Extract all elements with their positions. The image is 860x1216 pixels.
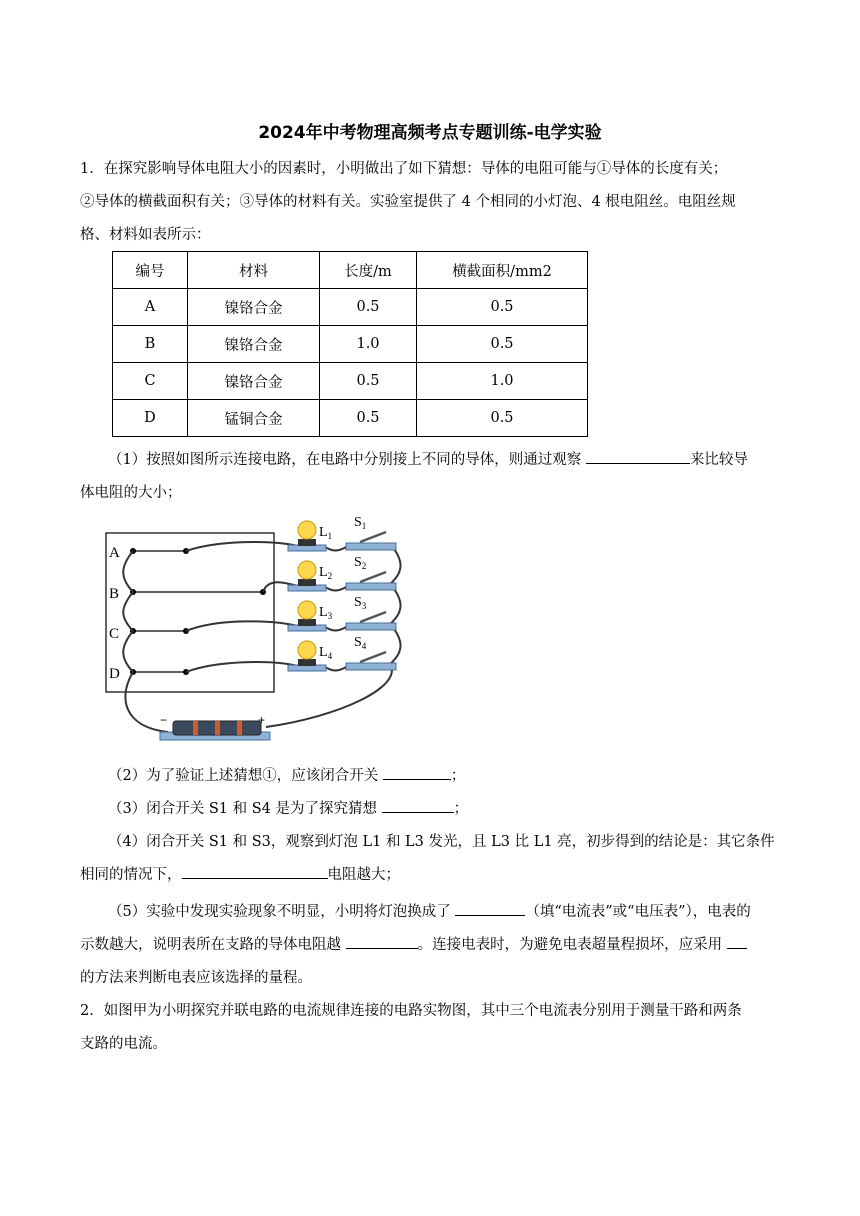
circuit-diagram bbox=[98, 512, 408, 748]
q1-part-1-text: 来比较导 bbox=[689, 452, 748, 468]
table-cell: A bbox=[113, 289, 188, 326]
lamp-label-l1: $L_1$ bbox=[319, 525, 333, 541]
q1-part-1-line-2: 体电阻的大小； bbox=[80, 485, 182, 501]
table-header: 材料 bbox=[188, 252, 320, 289]
switch-s4 bbox=[346, 652, 396, 670]
wire-label-d: D bbox=[109, 666, 120, 682]
table-cell: 0.5 bbox=[417, 326, 588, 363]
table-cell: 1.0 bbox=[417, 363, 588, 400]
connecting-wire bbox=[323, 626, 348, 631]
bulb-icon bbox=[298, 561, 316, 579]
connecting-wire bbox=[186, 621, 298, 631]
table-cell: 0.5 bbox=[320, 289, 417, 326]
q1-part-5-line-3: 的方法来判断电表应该选择的量程。 bbox=[80, 970, 312, 986]
switch-s2 bbox=[346, 572, 396, 590]
table-row bbox=[113, 400, 588, 437]
lamp-label-l3: $L_3$ bbox=[319, 605, 333, 621]
switch-base bbox=[346, 583, 396, 590]
q1-part-4-line-1: （4）闭合开关 S1 和 S3，观察到灯泡 L1 和 L3 发光，且 L3 比 L1 亮，初步得到的结论是：其它条件 bbox=[108, 834, 775, 850]
switch-lever bbox=[360, 572, 386, 582]
table-cell: 镍铬合金 bbox=[188, 289, 320, 326]
table-cell: 锰铜合金 bbox=[188, 400, 320, 437]
switch-base bbox=[346, 663, 396, 670]
switch-base bbox=[346, 623, 396, 630]
battery-pack bbox=[160, 713, 270, 740]
resistance-wire-table bbox=[112, 251, 588, 437]
q1-part-1-text: （1）按照如图所示连接电路，在电路中分别接上不同的导体，则通过观察 bbox=[108, 452, 586, 468]
q1-line-3: 格、材料如表所示： bbox=[80, 227, 211, 243]
lamp-socket bbox=[298, 579, 316, 586]
q1-part-2-text: ； bbox=[450, 768, 466, 784]
connecting-wire bbox=[323, 546, 348, 551]
q1-part-4-text: 相同的情况下， bbox=[80, 867, 182, 883]
q1-part-5-text: 。连接电表时，为避免电表超量程损坏，应采用 bbox=[417, 937, 727, 953]
switch-label-s2: $S_2$ bbox=[354, 555, 367, 571]
battery-band bbox=[215, 721, 220, 735]
q1-part-4-line-2 bbox=[80, 863, 400, 884]
battery-band bbox=[237, 721, 242, 735]
q1-part-2-text: （2）为了验证上述猜想①，应该闭合开关 bbox=[108, 768, 383, 784]
connecting-wire bbox=[123, 631, 133, 672]
answer-blank[interactable] bbox=[455, 901, 525, 916]
table-cell: 1.0 bbox=[320, 326, 417, 363]
connecting-wire bbox=[186, 542, 298, 551]
lamp-label-l4: $L_4$ bbox=[319, 645, 333, 661]
q1-part-5-text: （填“电流表”或“电压表”），电表的 bbox=[525, 904, 751, 920]
table-cell: 0.5 bbox=[417, 289, 588, 326]
bulb-icon bbox=[298, 641, 316, 659]
switch-s1 bbox=[346, 532, 396, 550]
switch-lever bbox=[360, 612, 386, 622]
lamp-socket bbox=[298, 659, 316, 666]
battery-positive-label: + bbox=[258, 713, 266, 727]
table-row bbox=[113, 326, 588, 363]
q1-part-5-text: （5）实验中发现实验现象不明显，小明将灯泡换成了 bbox=[108, 904, 456, 920]
q1-part-2 bbox=[108, 764, 465, 785]
table-cell: 镍铬合金 bbox=[188, 363, 320, 400]
q1-part-5-line-2 bbox=[80, 933, 747, 954]
q2-line-1: 2．如图甲为小明探究并联电路的电流规律连接的电路实物图，其中三个电流表分别用于测量干路和两条 bbox=[80, 1003, 742, 1019]
answer-blank[interactable] bbox=[182, 864, 328, 879]
bulb-icon bbox=[298, 521, 316, 539]
lamp-socket bbox=[298, 619, 316, 626]
table-row bbox=[113, 363, 588, 400]
answer-blank[interactable] bbox=[727, 934, 747, 949]
connecting-wire bbox=[123, 551, 133, 592]
switch-label-s4: $S_4$ bbox=[354, 635, 367, 651]
q1-part-3 bbox=[108, 797, 468, 818]
answer-blank[interactable] bbox=[383, 765, 451, 780]
switch-label-s1: $S_1$ bbox=[354, 515, 367, 531]
q1-part-3-text: ； bbox=[453, 801, 469, 817]
q1-part-1-line-1 bbox=[108, 448, 748, 469]
table-header: 长度/m bbox=[320, 252, 417, 289]
connecting-wire bbox=[323, 586, 348, 591]
q1-line-2: ②导体的横截面积有关；③导体的材料有关。实验室提供了 4 个相同的小灯泡、4 根电阻丝。电阻丝规 bbox=[80, 194, 736, 210]
switch-base bbox=[346, 543, 396, 550]
switch-lever bbox=[360, 532, 386, 542]
q1-part-4-text: 电阻越大； bbox=[327, 867, 400, 883]
q1-line-1: 1．在探究影响导体电阻大小的因素时，小明做出了如下猜想：导体的电阻可能与①导体的长度有关； bbox=[80, 161, 728, 177]
answer-blank[interactable] bbox=[346, 934, 418, 949]
table-cell: 镍铬合金 bbox=[188, 326, 320, 363]
table-row bbox=[113, 289, 588, 326]
table-cell: C bbox=[113, 363, 188, 400]
switch-lever bbox=[360, 652, 386, 662]
table-header-row bbox=[113, 252, 588, 289]
q2-line-2: 支路的电流。 bbox=[80, 1036, 167, 1052]
wire-label-b: B bbox=[109, 586, 120, 602]
q1-part-3-text: （3）闭合开关 S1 和 S4 是为了探究猜想 bbox=[108, 801, 382, 817]
table-header: 编号 bbox=[113, 252, 188, 289]
connecting-wire bbox=[323, 666, 348, 671]
lamp-socket bbox=[298, 539, 316, 546]
table-cell: 0.5 bbox=[417, 400, 588, 437]
table-cell: B bbox=[113, 326, 188, 363]
switch-s3 bbox=[346, 612, 396, 630]
page-title: 2024年中考物理高频考点专题训练-电学实验 bbox=[258, 123, 602, 143]
table-header: 横截面积/mm2 bbox=[417, 252, 588, 289]
table-cell: 0.5 bbox=[320, 363, 417, 400]
connecting-wire bbox=[123, 592, 133, 631]
q1-part-5-text: 示数越大，说明表所在支路的导体电阻越 bbox=[80, 937, 346, 953]
battery-negative-label: − bbox=[160, 713, 168, 727]
bulb-icon bbox=[298, 601, 316, 619]
connecting-wire bbox=[186, 662, 298, 672]
wire-board bbox=[106, 533, 274, 692]
q1-part-5-line-1 bbox=[108, 900, 751, 921]
answer-blank[interactable] bbox=[382, 798, 454, 813]
wire-label-a: A bbox=[109, 545, 120, 561]
answer-blank[interactable] bbox=[586, 449, 690, 464]
battery-band bbox=[193, 721, 198, 735]
switch-label-s3: $S_3$ bbox=[354, 595, 367, 611]
table-cell: D bbox=[113, 400, 188, 437]
table-cell: 0.5 bbox=[320, 400, 417, 437]
connecting-wire bbox=[266, 664, 392, 727]
wire-label-c: C bbox=[109, 626, 120, 642]
lamp-label-l2: $L_2$ bbox=[319, 565, 333, 581]
